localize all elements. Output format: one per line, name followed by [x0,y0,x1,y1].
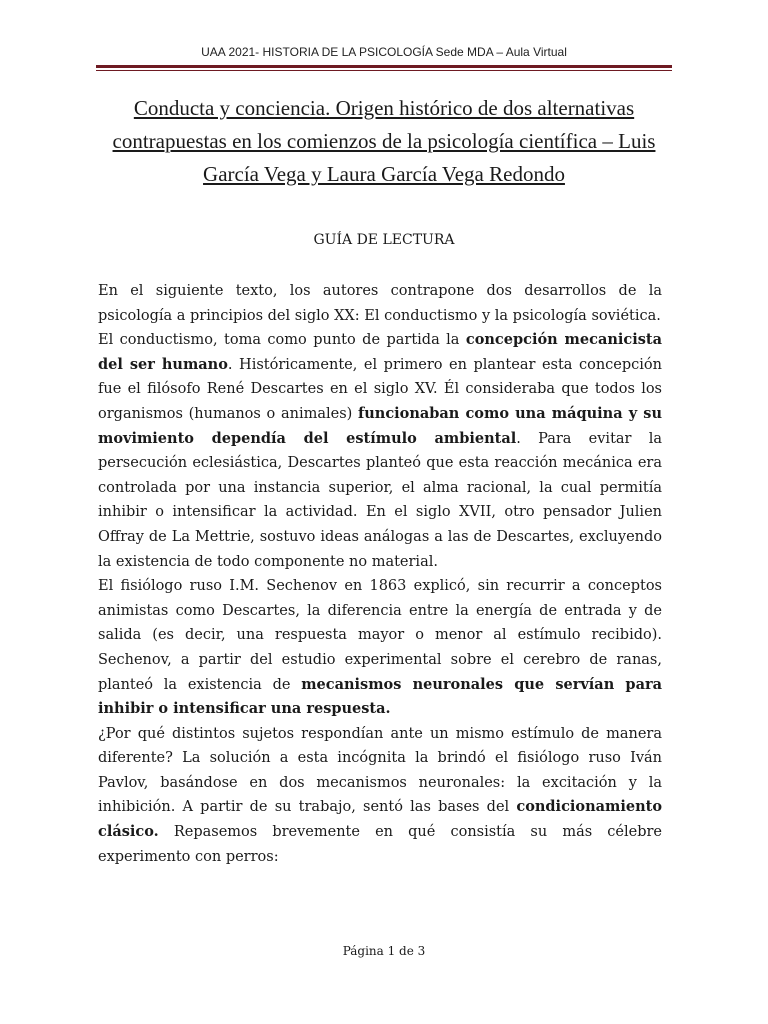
document-title: Conducta y conciencia. Origen histórico de dos alternativas contrapuestas en los comienzos de la psicología científica – Luis García Vega y Laura García Vega Redondo [112,96,656,186]
paragraph-3 [98,574,662,722]
document-subtitle: GUÍA DE LECTURA [313,232,455,248]
bold-text: mecanismos neuronales que servían para inhibir o intensificar una respuesta. [98,675,662,718]
text-segment: . Históricamente, el primero en plantear esta concepción fue el filósofo René Descartes en el siglo XV. Él consideraba que todos los organismos (humanos o animales) [98,356,662,422]
text-segment: El conductismo, toma como punto de partida la [98,332,466,349]
paragraph-4 [98,722,662,870]
text-segment: Repasemos brevemente en qué consistía su más célebre experimento con perros: [98,824,662,865]
text-segment: . Para evitar la persecución eclesiástica, Descartes planteó que esta reacción mecánica era controlada por una instancia superior, el alma racional, la cual permitía inhibir o intensificar la actividad. En el siglo XVII, otro pensador Julien Offray de La Mettrie, sostuvo ideas análogas a las de Descartes, excluyendo la existencia de todo componente no material. [98,430,662,570]
paragraph-1 [98,279,662,328]
text-segment: El fisiólogo ruso I.M. Sechenov en 1863 explicó, sin recurrir a conceptos animistas como Descartes, la diferencia entre la energía de entrada y de salida (es decir, una respuesta mayor o menor al estímulo recibido). Sechenov, a partir del estudio experimental sobre el cerebro de ranas, planteó la existencia de [98,578,662,693]
bold-text: funcionaban como una máquina y su movimiento dependía del estímulo ambiental [98,404,662,447]
page-header: UAA 2021- HISTORIA DE LA PSICOLOGÍA Sede MDA – Aula Virtual [201,45,567,59]
page-footer: Página 1 de 3 [342,944,426,958]
header-rule-thick [96,65,672,68]
header-rule-thin [96,70,672,71]
text-segment: ¿Por qué distintos sujetos respondían ante un mismo estímulo de manera diferente? La solución a esta incógnita la brindó el fisiólogo ruso Iván Pavlov, basándose en dos mecanismos neuronales: la excitación y la inhibición. A partir de su trabajo, sentó las bases del [98,725,662,816]
bold-text: condicionamiento clásico. [98,798,662,841]
bold-text: concepción mecanicista del ser humano [98,331,662,373]
body-text [98,279,662,869]
paragraph-2 [98,328,662,574]
text-segment: En el siguiente texto, los autores contrapone dos desarrollos de la psicología a principios del siglo XX: El conductismo y la psicología soviética. [98,283,662,324]
